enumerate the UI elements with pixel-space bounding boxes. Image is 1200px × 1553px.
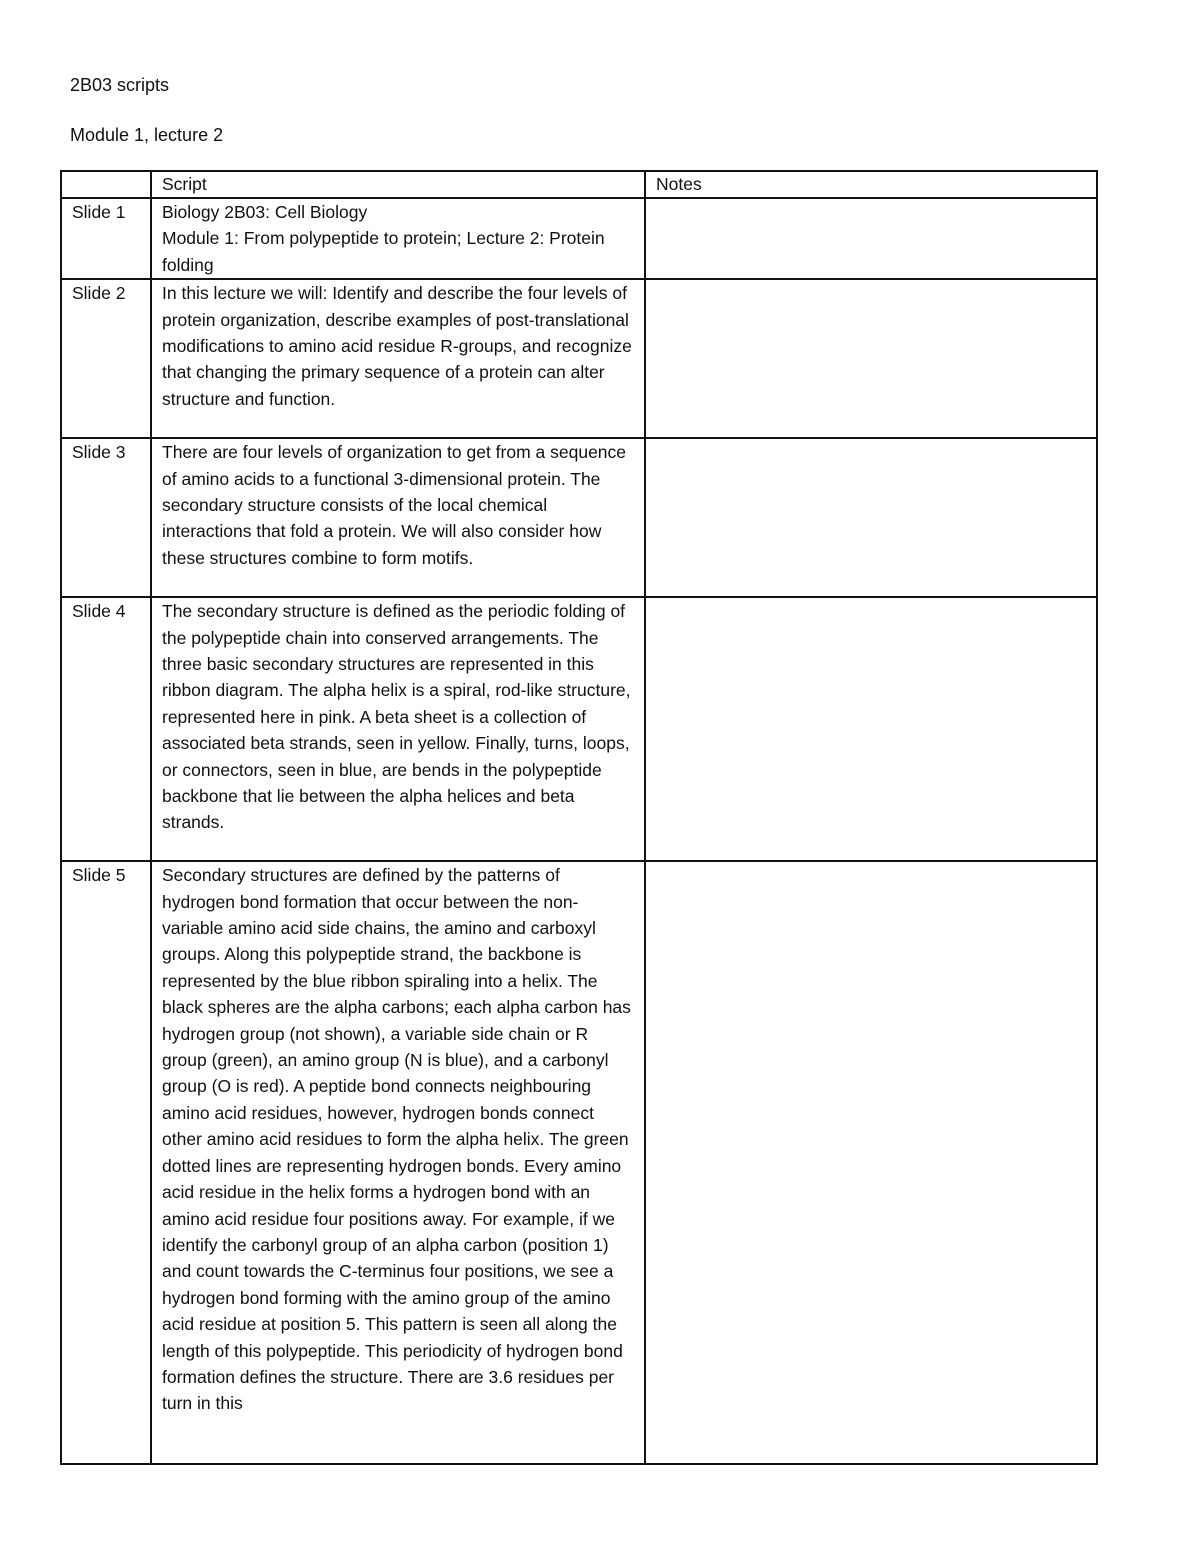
script-cell: The secondary structure is defined as the periodic folding of the polypeptide chain into conserved arrangements. The three basic secondary structures are represented in this ribbon diagram. The alpha helix is a spiral, rod-like structure, represented here in pink. A beta sheet is a collection of associated beta strands, seen in yellow. Finally, turns, loops, or connectors, seen in blue, are bends in the polypeptide backbone that lie between the alpha helices and beta strands. [151, 597, 645, 861]
table-row-slide-1 [61, 198, 1097, 279]
script-line: Biology 2B03: Cell Biology [162, 202, 368, 222]
table-row-slide-2 [61, 279, 1097, 438]
table-header-row [61, 171, 1097, 198]
slide-label: Slide 1 [61, 198, 151, 279]
notes-cell [645, 279, 1097, 438]
table-row-slide-4 [61, 597, 1097, 861]
notes-cell [645, 597, 1097, 861]
header-slide-cell [61, 171, 151, 198]
notes-cell [645, 438, 1097, 597]
table-row-slide-3 [61, 438, 1097, 597]
header-notes-cell: Notes [645, 171, 1097, 198]
document-subtitle: Module 1, lecture 2 [70, 125, 224, 145]
slide-label: Slide 5 [61, 861, 151, 1464]
script-table [60, 170, 1098, 1465]
script-cell [151, 198, 645, 279]
script-cell: In this lecture we will: Identify and describe the four levels of protein organization, describe examples of post-translational modifications to amino acid residue R-groups, and recognize that changing the primary sequence of a protein can alter structure and function. [151, 279, 645, 438]
script-line: Module 1: From polypeptide to protein; Lecture 2: Protein folding [162, 228, 605, 275]
notes-cell [645, 861, 1097, 1464]
notes-cell [645, 198, 1097, 279]
slide-label: Slide 3 [61, 438, 151, 597]
slide-label: Slide 2 [61, 279, 151, 438]
script-cell: There are four levels of organization to get from a sequence of amino acids to a functional 3-dimensional protein. The secondary structure consists of the local chemical interactions that fold a protein. We will also consider how these structures combine to form motifs. [151, 438, 645, 597]
slide-label: Slide 4 [61, 597, 151, 861]
header-script-cell: Script [151, 171, 645, 198]
document-title: 2B03 scripts [70, 75, 170, 95]
script-cell: Secondary structures are defined by the patterns of hydrogen bond formation that occur between the non-variable amino acid side chains, the amino and carboxyl groups. Along this polypeptide strand, the backbone is represented by the blue ribbon spiraling into a helix. The black spheres are the alpha carbons; each alpha carbon has hydrogen group (not shown), a variable side chain or R group (green), an amino group (N is blue), and a carbonyl group (O is red). A peptide bond connects neighbouring amino acid residues, however, hydrogen bonds connect other amino acid residues to form the alpha helix. The green dotted lines are representing hydrogen bonds. Every amino acid residue in the helix forms a hydrogen bond with an amino acid residue four positions away. For example, if we identify the carbonyl group of an alpha carbon (position 1) and count towards the C-terminus four positions, we see a hydrogen bond forming with the amino group of the amino acid residue at position 5. This pattern is seen all along the length of this polypeptide. This periodicity of hydrogen bond formation defines the structure. There are 3.6 residues per turn in this [151, 861, 645, 1464]
table-row-slide-5 [61, 861, 1097, 1464]
